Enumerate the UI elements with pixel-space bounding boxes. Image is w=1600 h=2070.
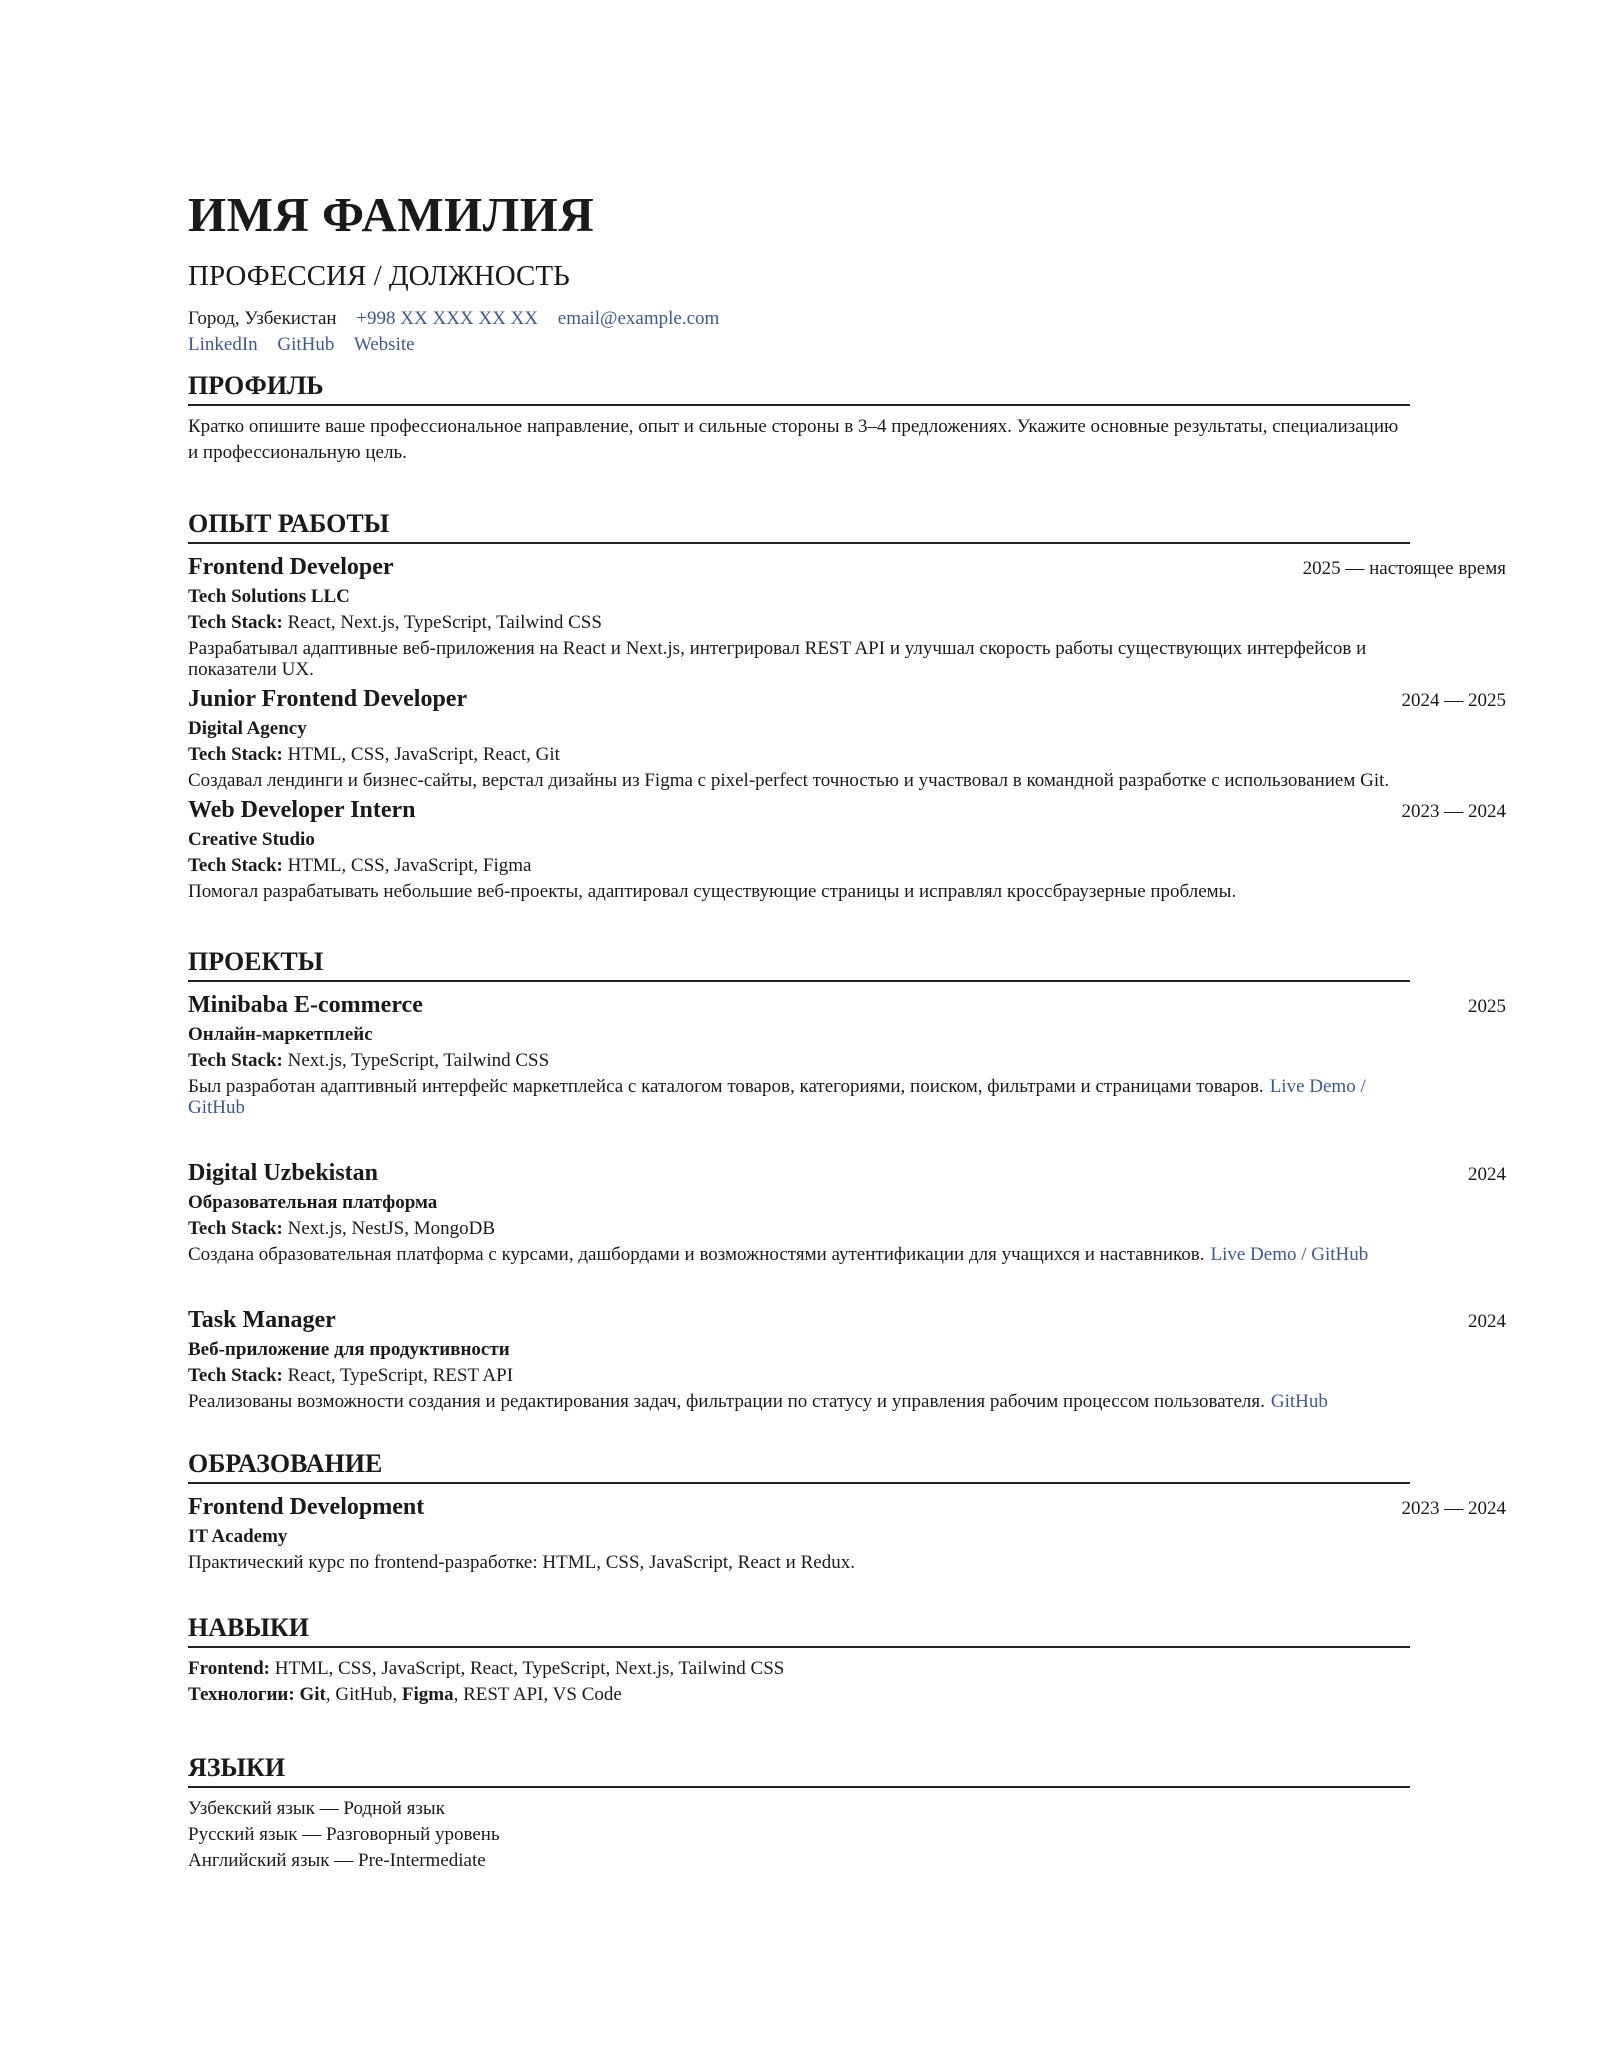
contact-line: [188, 306, 1500, 332]
tech-stack-value: HTML, CSS, JavaScript, Figma: [287, 855, 532, 876]
tech-stack: [188, 610, 1500, 636]
tech-stack: [188, 742, 1500, 768]
job-dates: 2023 — 2024: [1401, 801, 1506, 822]
project-description: [188, 1391, 1410, 1412]
skills-heading: НАВЫКИ: [188, 1612, 1410, 1648]
language-item: Английский язык — Pre-Intermediate: [188, 1850, 486, 1871]
email-link[interactable]: email@example.com: [557, 308, 720, 329]
skills-frontend-value: HTML, CSS, JavaScript, React, TypeScript, Next.js, Tailwind CSS: [274, 1658, 785, 1679]
course-title: Frontend Development: [188, 1494, 425, 1520]
phone-link[interactable]: +998 XX XXX XX XX: [356, 308, 539, 329]
tech-stack-value: Next.js, TypeScript, Tailwind CSS: [287, 1050, 550, 1071]
languages-list: [188, 1796, 1500, 1874]
tech-stack: [188, 1363, 1500, 1389]
course-description: Практический курс по frontend-разработке: HTML, CSS, JavaScript, React и Redux.: [188, 1552, 855, 1573]
school-name: IT Academy: [188, 1526, 288, 1547]
project-type: Веб-приложение для продуктивности: [188, 1339, 510, 1360]
project-item: [188, 1158, 1506, 1265]
skills-technologies: [188, 1682, 1500, 1708]
job-dates: 2025 — настоящее время: [1302, 558, 1506, 579]
project-date: 2025: [1468, 996, 1506, 1017]
project-link[interactable]: Live Demo / GitHub: [188, 1076, 1366, 1118]
course-dates: 2023 — 2024: [1401, 1498, 1506, 1519]
job-description: Помогал разрабатывать небольшие веб-проекты, адаптировал существующие страницы и исправлял кроссбраузерные проблемы.: [188, 881, 1237, 902]
languages-heading: ЯЗЫКИ: [188, 1752, 1410, 1788]
tech-stack: [188, 853, 1500, 879]
project-type: Онлайн-маркетплейс: [188, 1024, 373, 1045]
profile-heading: ПРОФИЛЬ: [188, 370, 1410, 406]
skill-rest: , REST API, VS Code: [453, 1684, 622, 1705]
tech-stack-label: Tech Stack:: [188, 855, 283, 876]
tech-stack: [188, 1048, 1500, 1074]
job-position: Web Developer Intern: [188, 797, 416, 823]
education-item: [188, 1492, 1506, 1576]
project-description: [188, 1244, 1410, 1265]
project-item: [188, 1305, 1506, 1412]
skill-git: Git: [299, 1684, 326, 1705]
skills-list: [188, 1656, 1500, 1708]
city: Город, Узбекистан: [188, 308, 337, 329]
language-item: Узбекский язык — Родной язык: [188, 1798, 445, 1819]
project-item: [188, 990, 1506, 1118]
project-description-text: Реализованы возможности создания и редактирования задач, фильтрации по статусу и управления рабочим процессом пользователя.: [188, 1391, 1265, 1412]
tech-stack-label: Tech Stack:: [188, 1050, 283, 1071]
experience-item: [188, 795, 1506, 902]
tech-stack-value: React, TypeScript, REST API: [287, 1365, 514, 1386]
project-title: Minibaba E-commerce: [188, 992, 423, 1018]
github-link[interactable]: GitHub: [277, 334, 335, 355]
job-position: Junior Frontend Developer: [188, 686, 468, 712]
linkedin-link[interactable]: LinkedIn: [188, 334, 258, 355]
skill-github: , GitHub,: [325, 1684, 402, 1705]
job-dates: 2024 — 2025: [1401, 690, 1506, 711]
resume-page: [188, 186, 1506, 1874]
tech-stack-label: Tech Stack:: [188, 612, 283, 633]
project-link[interactable]: GitHub: [1270, 1391, 1328, 1412]
company-name: Tech Solutions LLC: [188, 586, 350, 607]
tech-stack: [188, 1216, 1500, 1242]
profile-text: Кратко опишите ваше профессиональное направление, опыт и сильные стороны в 3–4 предложениях. Укажите основные результаты, специализацию и профессиональную цель.: [188, 416, 1399, 463]
projects-heading: ПРОЕКТЫ: [188, 946, 1410, 982]
education-heading: ОБРАЗОВАНИЕ: [188, 1448, 1410, 1484]
skills-tech-label: Технологии:: [188, 1684, 295, 1705]
project-description-text: Создана образовательная платформа с курсами, дашбордами и возможностями аутентификации для учащихся и наставников.: [188, 1244, 1205, 1265]
job-description: Создавал лендинги и бизнес-сайты, верстал дизайны из Figma с pixel-perfect точностью и участвовал в командной разработке с использованием Git.: [188, 770, 1390, 791]
skill-figma: Figma: [401, 1684, 454, 1705]
tech-stack-value: Next.js, NestJS, MongoDB: [287, 1218, 496, 1239]
project-description-text: Был разработан адаптивный интерфейс маркетплейса с каталогом товаров, категориями, поиском, фильтрами и страницами товаров.: [188, 1076, 1264, 1097]
project-description: [188, 1076, 1410, 1118]
website-link[interactable]: Website: [353, 334, 415, 355]
social-links: [188, 332, 1500, 358]
project-title: Task Manager: [188, 1307, 336, 1333]
job-position: Frontend Developer: [188, 554, 394, 580]
project-date: 2024: [1468, 1164, 1506, 1185]
project-title: Digital Uzbekistan: [188, 1160, 379, 1186]
tech-stack-value: HTML, CSS, JavaScript, React, Git: [287, 744, 560, 765]
skills-frontend: [188, 1656, 1500, 1682]
tech-stack-label: Tech Stack:: [188, 1365, 283, 1386]
company-name: Digital Agency: [188, 718, 307, 739]
project-type: Образовательная платформа: [188, 1192, 438, 1213]
project-link[interactable]: Live Demo / GitHub: [1210, 1244, 1369, 1265]
full-name: ИМЯ ФАМИЛИЯ: [188, 187, 595, 242]
tech-stack-value: React, Next.js, TypeScript, Tailwind CSS: [287, 612, 602, 633]
tech-stack-label: Tech Stack:: [188, 1218, 283, 1239]
skills-frontend-label: Frontend:: [188, 1658, 270, 1679]
job-title: ПРОФЕССИЯ / ДОЛЖНОСТЬ: [188, 260, 570, 292]
job-description: Разрабатывал адаптивные веб-приложения на React и Next.js, интегрировал REST API и улучшал скорость работы существующих интерфейсов и показатели UX.: [188, 638, 1367, 680]
experience-heading: ОПЫТ РАБОТЫ: [188, 508, 1410, 544]
experience-item: [188, 552, 1506, 680]
tech-stack-label: Tech Stack:: [188, 744, 283, 765]
project-date: 2024: [1468, 1311, 1506, 1332]
company-name: Creative Studio: [188, 829, 315, 850]
experience-item: [188, 684, 1506, 791]
language-item: Русский язык — Разговорный уровень: [188, 1824, 500, 1845]
